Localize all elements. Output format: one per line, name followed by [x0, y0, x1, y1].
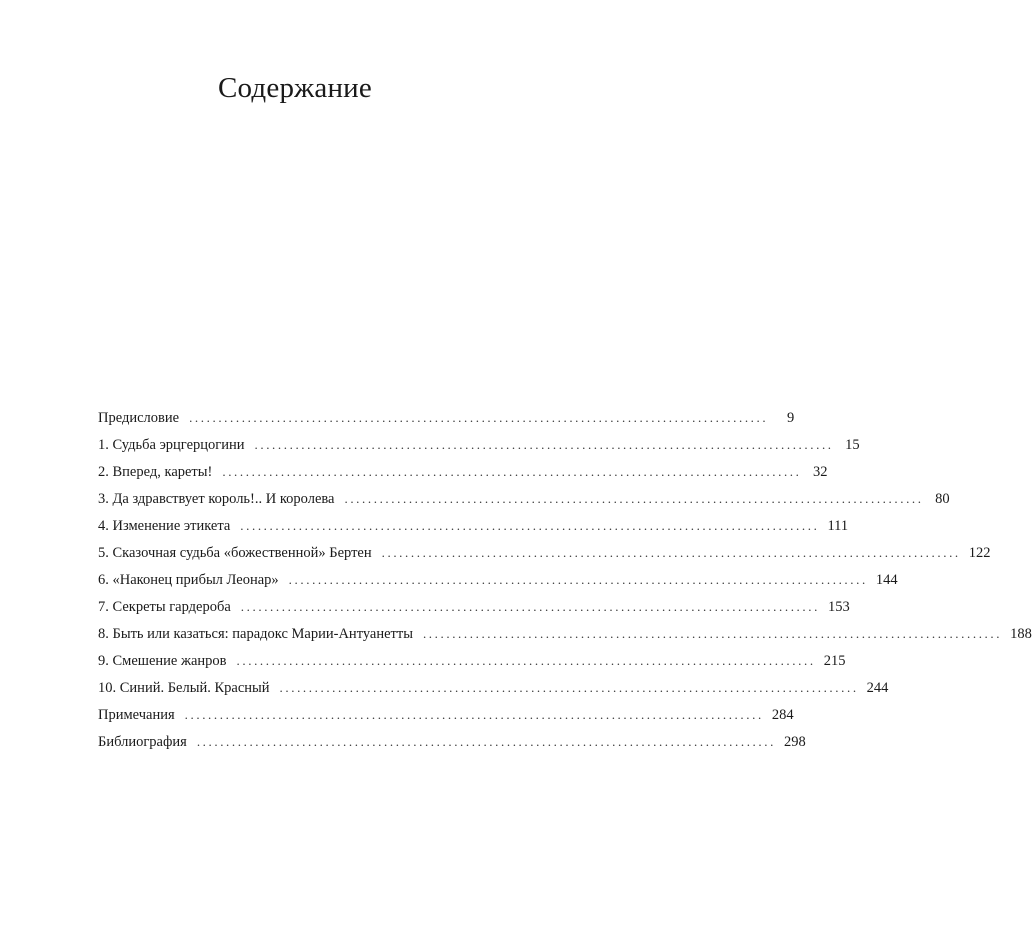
dot-leader: ................................................................................................... — [381, 545, 961, 560]
toc-entry-page: 32 — [813, 464, 828, 480]
toc-entry[interactable] — [98, 539, 991, 566]
dot-leader: ................................................................................................... — [279, 680, 859, 695]
toc-entry-page: 188 — [1010, 626, 1032, 642]
dot-leader: ................................................................................................... — [222, 464, 802, 479]
toc-entry[interactable] — [98, 674, 889, 701]
toc-entry-title: Предисловие — [98, 410, 180, 426]
toc-entry-page: 9 — [786, 410, 795, 426]
page-title: Содержание — [218, 72, 372, 104]
toc-entry-page: 15 — [845, 437, 860, 453]
toc-entry-title: 6. «Наконец прибыл Леонар» — [98, 572, 279, 588]
toc-entry-page: 111 — [827, 518, 849, 534]
toc-entry-title: Примечания — [98, 707, 175, 723]
toc-entry[interactable] — [98, 431, 860, 458]
dot-leader: ................................................................................................... — [344, 491, 924, 506]
toc-entry-page: 153 — [827, 599, 850, 615]
toc-entry[interactable] — [98, 485, 950, 512]
toc-entry[interactable] — [98, 512, 849, 539]
table-of-contents — [98, 404, 1032, 755]
toc-entry-title: 5. Сказочная судьба «божественной» Бертен — [98, 545, 372, 561]
toc-entry-title: 1. Судьба эрцгерцогини — [98, 437, 245, 453]
dot-leader: ................................................................................................... — [240, 599, 820, 614]
toc-entry-title: Библиография — [98, 734, 187, 750]
dot-leader: ................................................................................................... — [240, 518, 820, 533]
toc-entry[interactable] — [98, 404, 795, 431]
toc-entry[interactable] — [98, 593, 850, 620]
toc-entry-page: 215 — [823, 653, 846, 669]
toc-entry-page: 298 — [783, 734, 806, 750]
toc-entry-title: 3. Да здравствует король!.. И королева — [98, 491, 335, 507]
dot-leader: ................................................................................................... — [254, 437, 834, 452]
toc-entry-title: 10. Синий. Белый. Красный — [98, 680, 270, 696]
toc-entry-page: 122 — [968, 545, 991, 561]
toc-entry[interactable] — [98, 647, 846, 674]
dot-leader: ................................................................................................... — [422, 626, 1003, 641]
dot-leader: ................................................................................................... — [184, 707, 764, 722]
toc-entry-title: 4. Изменение этикета — [98, 518, 231, 534]
toc-entry-page: 144 — [875, 572, 898, 588]
dot-leader: ................................................................................................... — [236, 653, 816, 668]
dot-leader: ................................................................................................... — [196, 734, 776, 749]
toc-entry-title: 7. Секреты гардероба — [98, 599, 231, 615]
toc-entry[interactable] — [98, 620, 1032, 647]
toc-entry[interactable] — [98, 458, 828, 485]
toc-entry-page: 80 — [935, 491, 950, 507]
dot-leader: ................................................................................................... — [189, 410, 769, 425]
toc-entry[interactable] — [98, 566, 898, 593]
toc-entry-title: 2. Вперед, кареты! — [98, 464, 213, 480]
dot-leader: ................................................................................................... — [288, 572, 868, 587]
toc-entry[interactable] — [98, 728, 806, 755]
toc-entry-page: 244 — [866, 680, 889, 696]
toc-entry-title: 8. Быть или казаться: парадокс Марии-Антуанетты — [98, 626, 413, 642]
toc-entry[interactable] — [98, 701, 794, 728]
toc-entry-page: 284 — [771, 707, 794, 723]
toc-entry-title: 9. Смешение жанров — [98, 653, 227, 669]
